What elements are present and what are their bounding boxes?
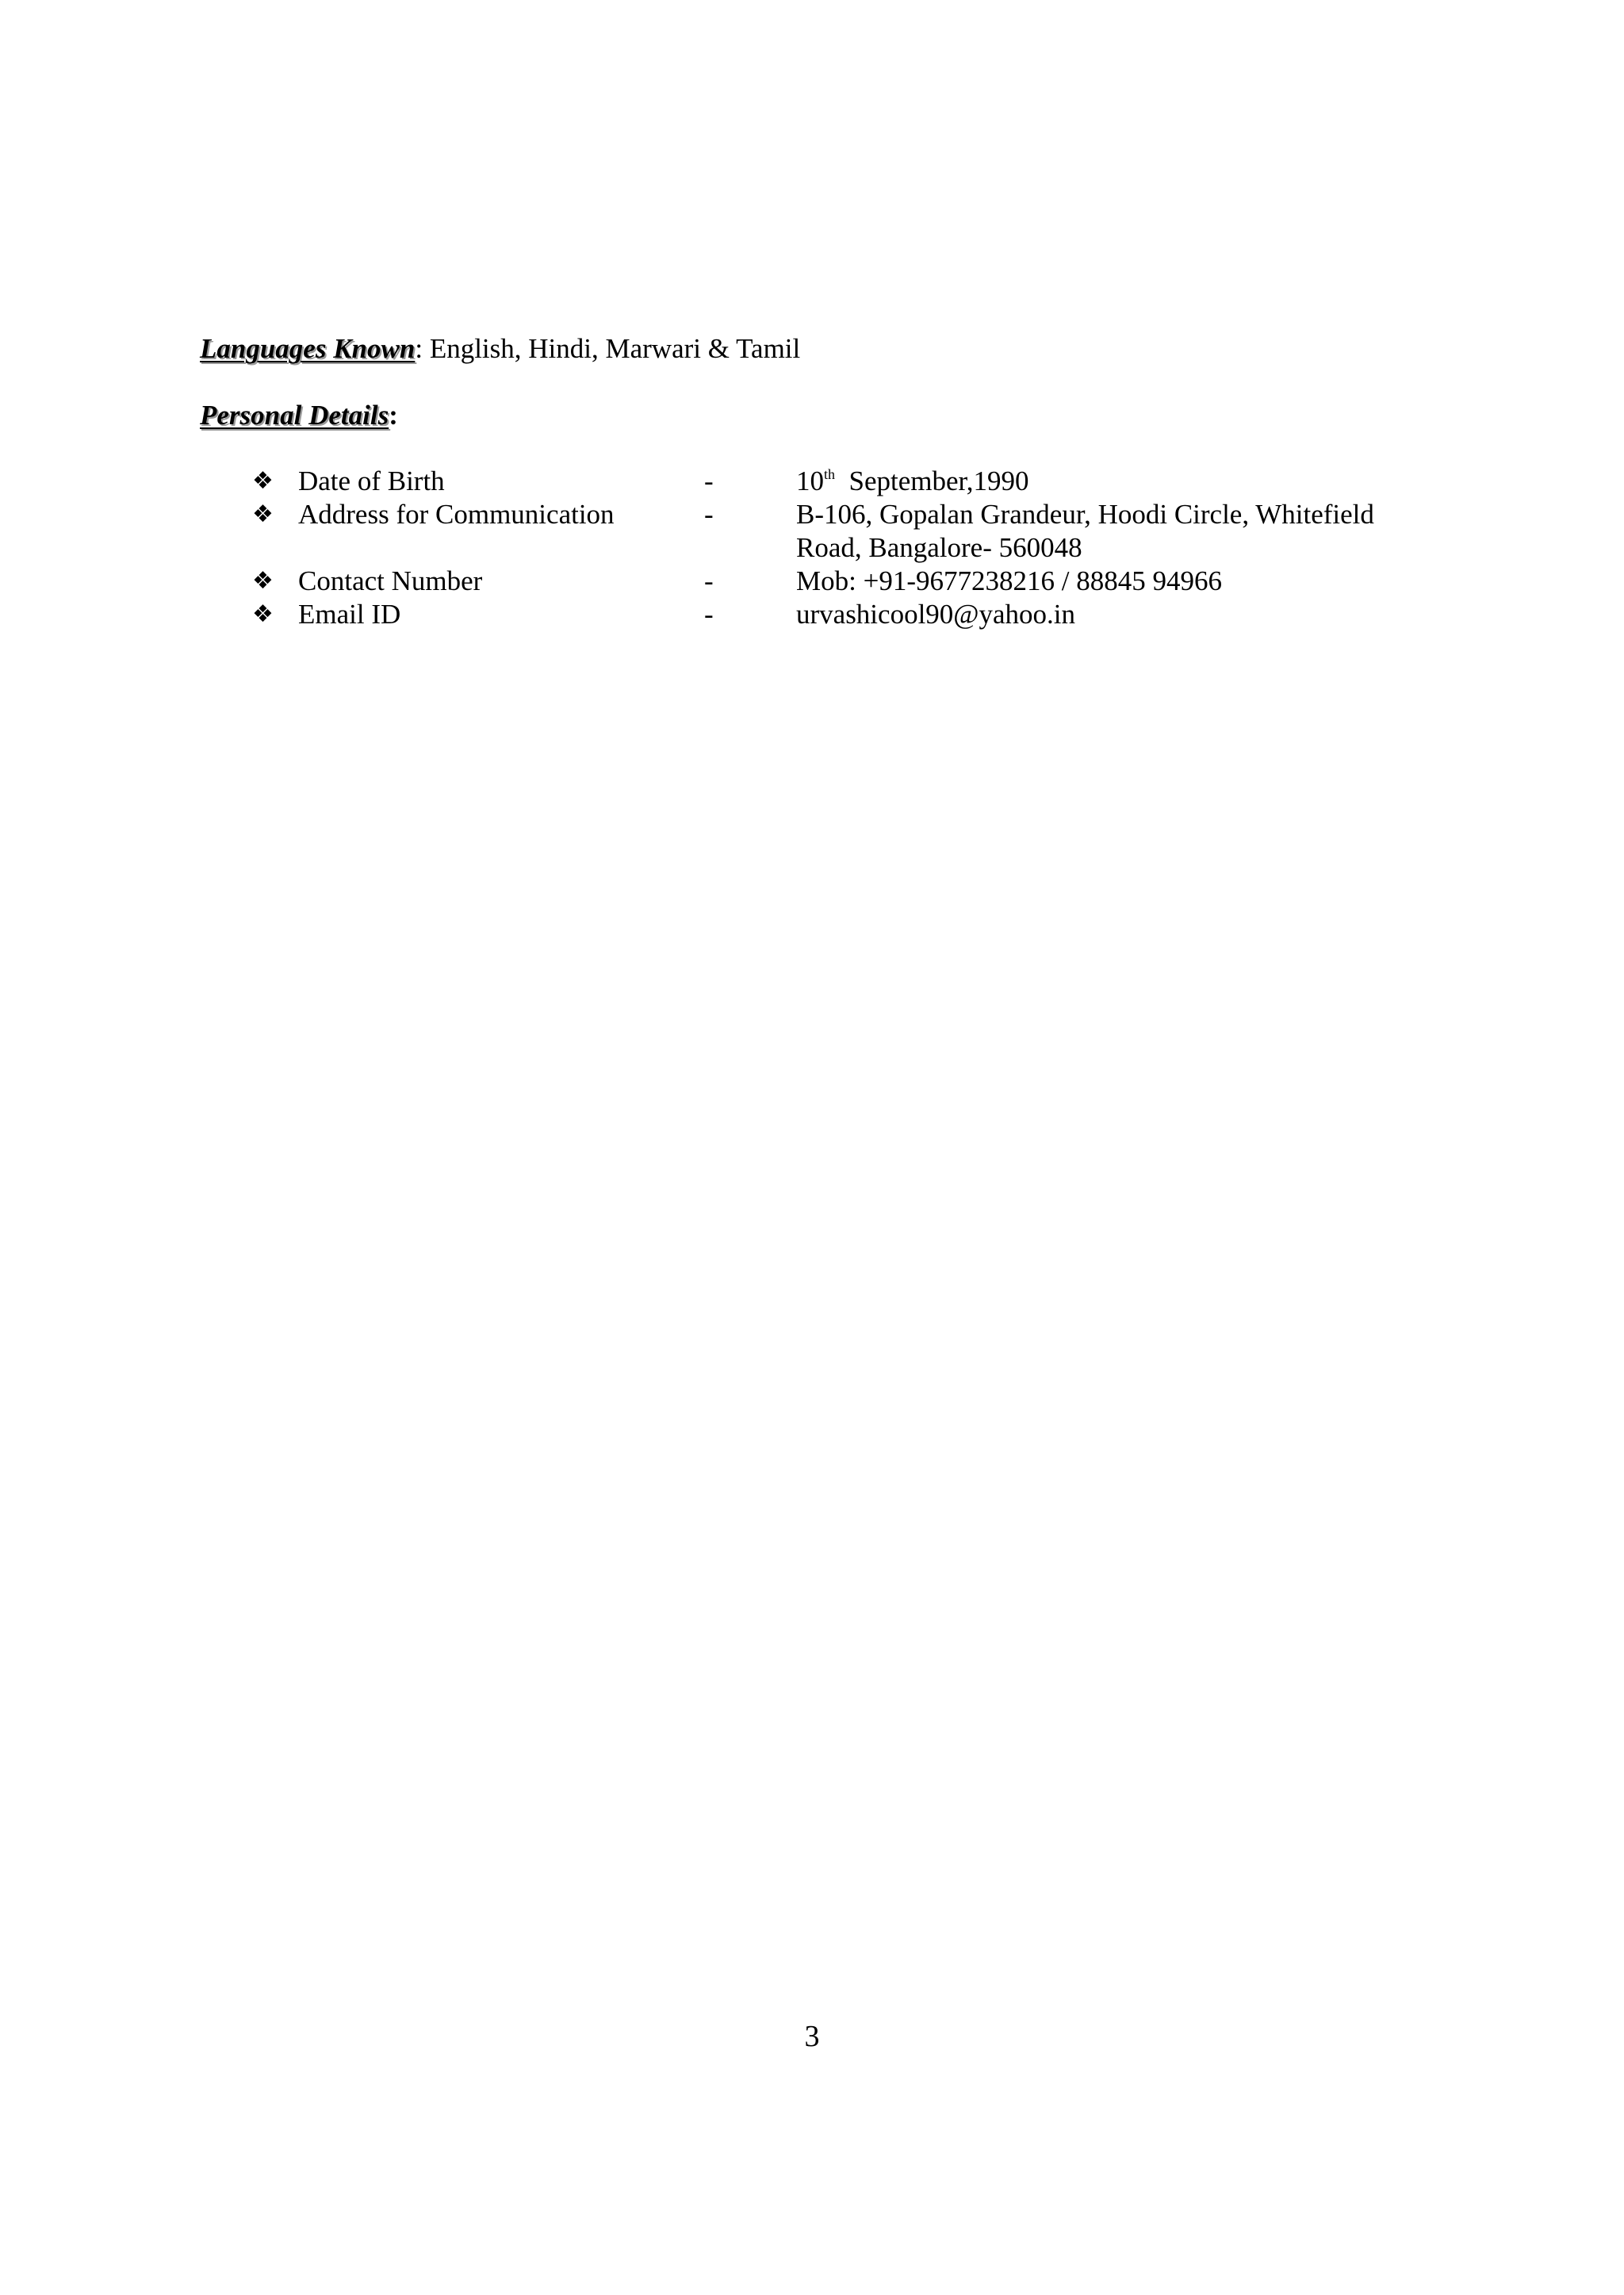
list-item-address (252, 498, 1442, 565)
languages-known-line (200, 331, 800, 366)
diamond-bullet-icon: ❖ (252, 600, 274, 628)
list-item-date-of-birth (252, 465, 1442, 498)
detail-value-date-of-birth (796, 465, 1399, 498)
diamond-bullet-icon: ❖ (252, 567, 274, 595)
detail-label: Email ID (298, 599, 401, 630)
languages-known-value: English, Hindi, Marwari & Tamil (423, 333, 801, 364)
detail-label: Address for Communication (298, 499, 615, 530)
list-item-contact-number (252, 565, 1442, 598)
personal-details-heading: Personal Details (200, 400, 389, 431)
birth-day: 10 (796, 466, 824, 496)
personal-details-line (200, 398, 398, 433)
detail-label: Date of Birth (298, 466, 445, 496)
detail-value-address: B-106, Gopalan Grandeur, Hoodi Circle, Whitefield Road, Bangalore- 560048 (796, 499, 1374, 563)
birth-day-suffix: th (824, 466, 836, 482)
detail-value-contact-number: Mob: +91-9677238216 / 88845 94966 (796, 565, 1222, 596)
languages-known-colon: : (415, 333, 423, 364)
detail-separator: - (704, 499, 714, 530)
languages-known-heading: Languages Known (200, 333, 416, 364)
diamond-bullet-icon: ❖ (252, 500, 274, 528)
detail-label: Contact Number (298, 565, 483, 596)
list-item-email (252, 598, 1442, 631)
detail-separator: - (704, 599, 714, 630)
detail-separator: - (704, 565, 714, 596)
personal-details-list (252, 465, 1442, 631)
personal-details-colon: : (389, 400, 398, 431)
birth-month-year: September,1990 (835, 466, 1029, 496)
page-number: 3 (804, 2020, 820, 2053)
detail-value-email: urvashicool90@yahoo.in (796, 599, 1076, 630)
detail-separator: - (704, 466, 714, 496)
diamond-bullet-icon: ❖ (252, 467, 274, 495)
